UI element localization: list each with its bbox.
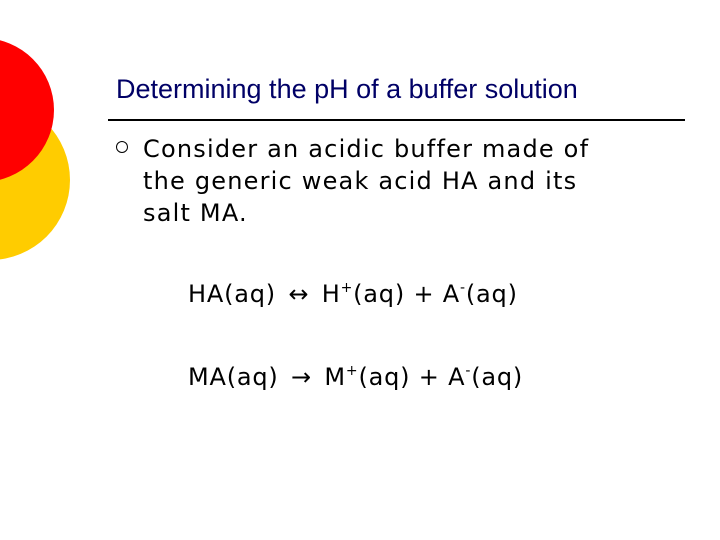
- equilibrium-equation: [188, 280, 518, 308]
- anion-charge: -: [460, 280, 466, 296]
- product-anion: [443, 280, 518, 308]
- anion-symbol: A: [448, 363, 466, 391]
- slide-title: Determining the pH of a buffer solution: [116, 74, 578, 104]
- title-divider: [108, 119, 685, 121]
- anion-state: (aq): [471, 363, 524, 391]
- bullet-line-1: Consider an acidic buffer made of: [143, 135, 590, 163]
- bullet-text: [143, 133, 686, 229]
- anion-state: (aq): [465, 280, 518, 308]
- product-cation: [324, 363, 410, 391]
- bullet-line-2: the generic weak acid HA and its: [143, 167, 578, 195]
- decorative-circles: [0, 0, 80, 300]
- product-anion: [448, 363, 523, 391]
- anion-charge: -: [465, 363, 472, 379]
- anion-symbol: A: [442, 280, 461, 308]
- cation-symbol: M: [324, 363, 346, 391]
- cation-charge: +: [340, 280, 354, 296]
- cation-state: (aq): [358, 363, 411, 391]
- plus-sign: +: [418, 363, 440, 391]
- bullet-item: [116, 133, 686, 229]
- cation-charge: +: [345, 363, 359, 379]
- product-cation: [322, 280, 405, 308]
- right-arrow-icon: →: [291, 363, 312, 391]
- reactant: HA(aq): [188, 280, 276, 308]
- reactant: MA(aq): [188, 363, 279, 391]
- hollow-circle-bullet-icon: [116, 141, 128, 153]
- bullet-line-3: salt MA.: [143, 199, 248, 227]
- dissociation-equation: [188, 363, 523, 391]
- cation-state: (aq): [353, 280, 405, 308]
- plus-sign: +: [413, 280, 435, 308]
- cation-symbol: H: [321, 280, 341, 308]
- double-arrow-icon: ↔: [288, 280, 310, 308]
